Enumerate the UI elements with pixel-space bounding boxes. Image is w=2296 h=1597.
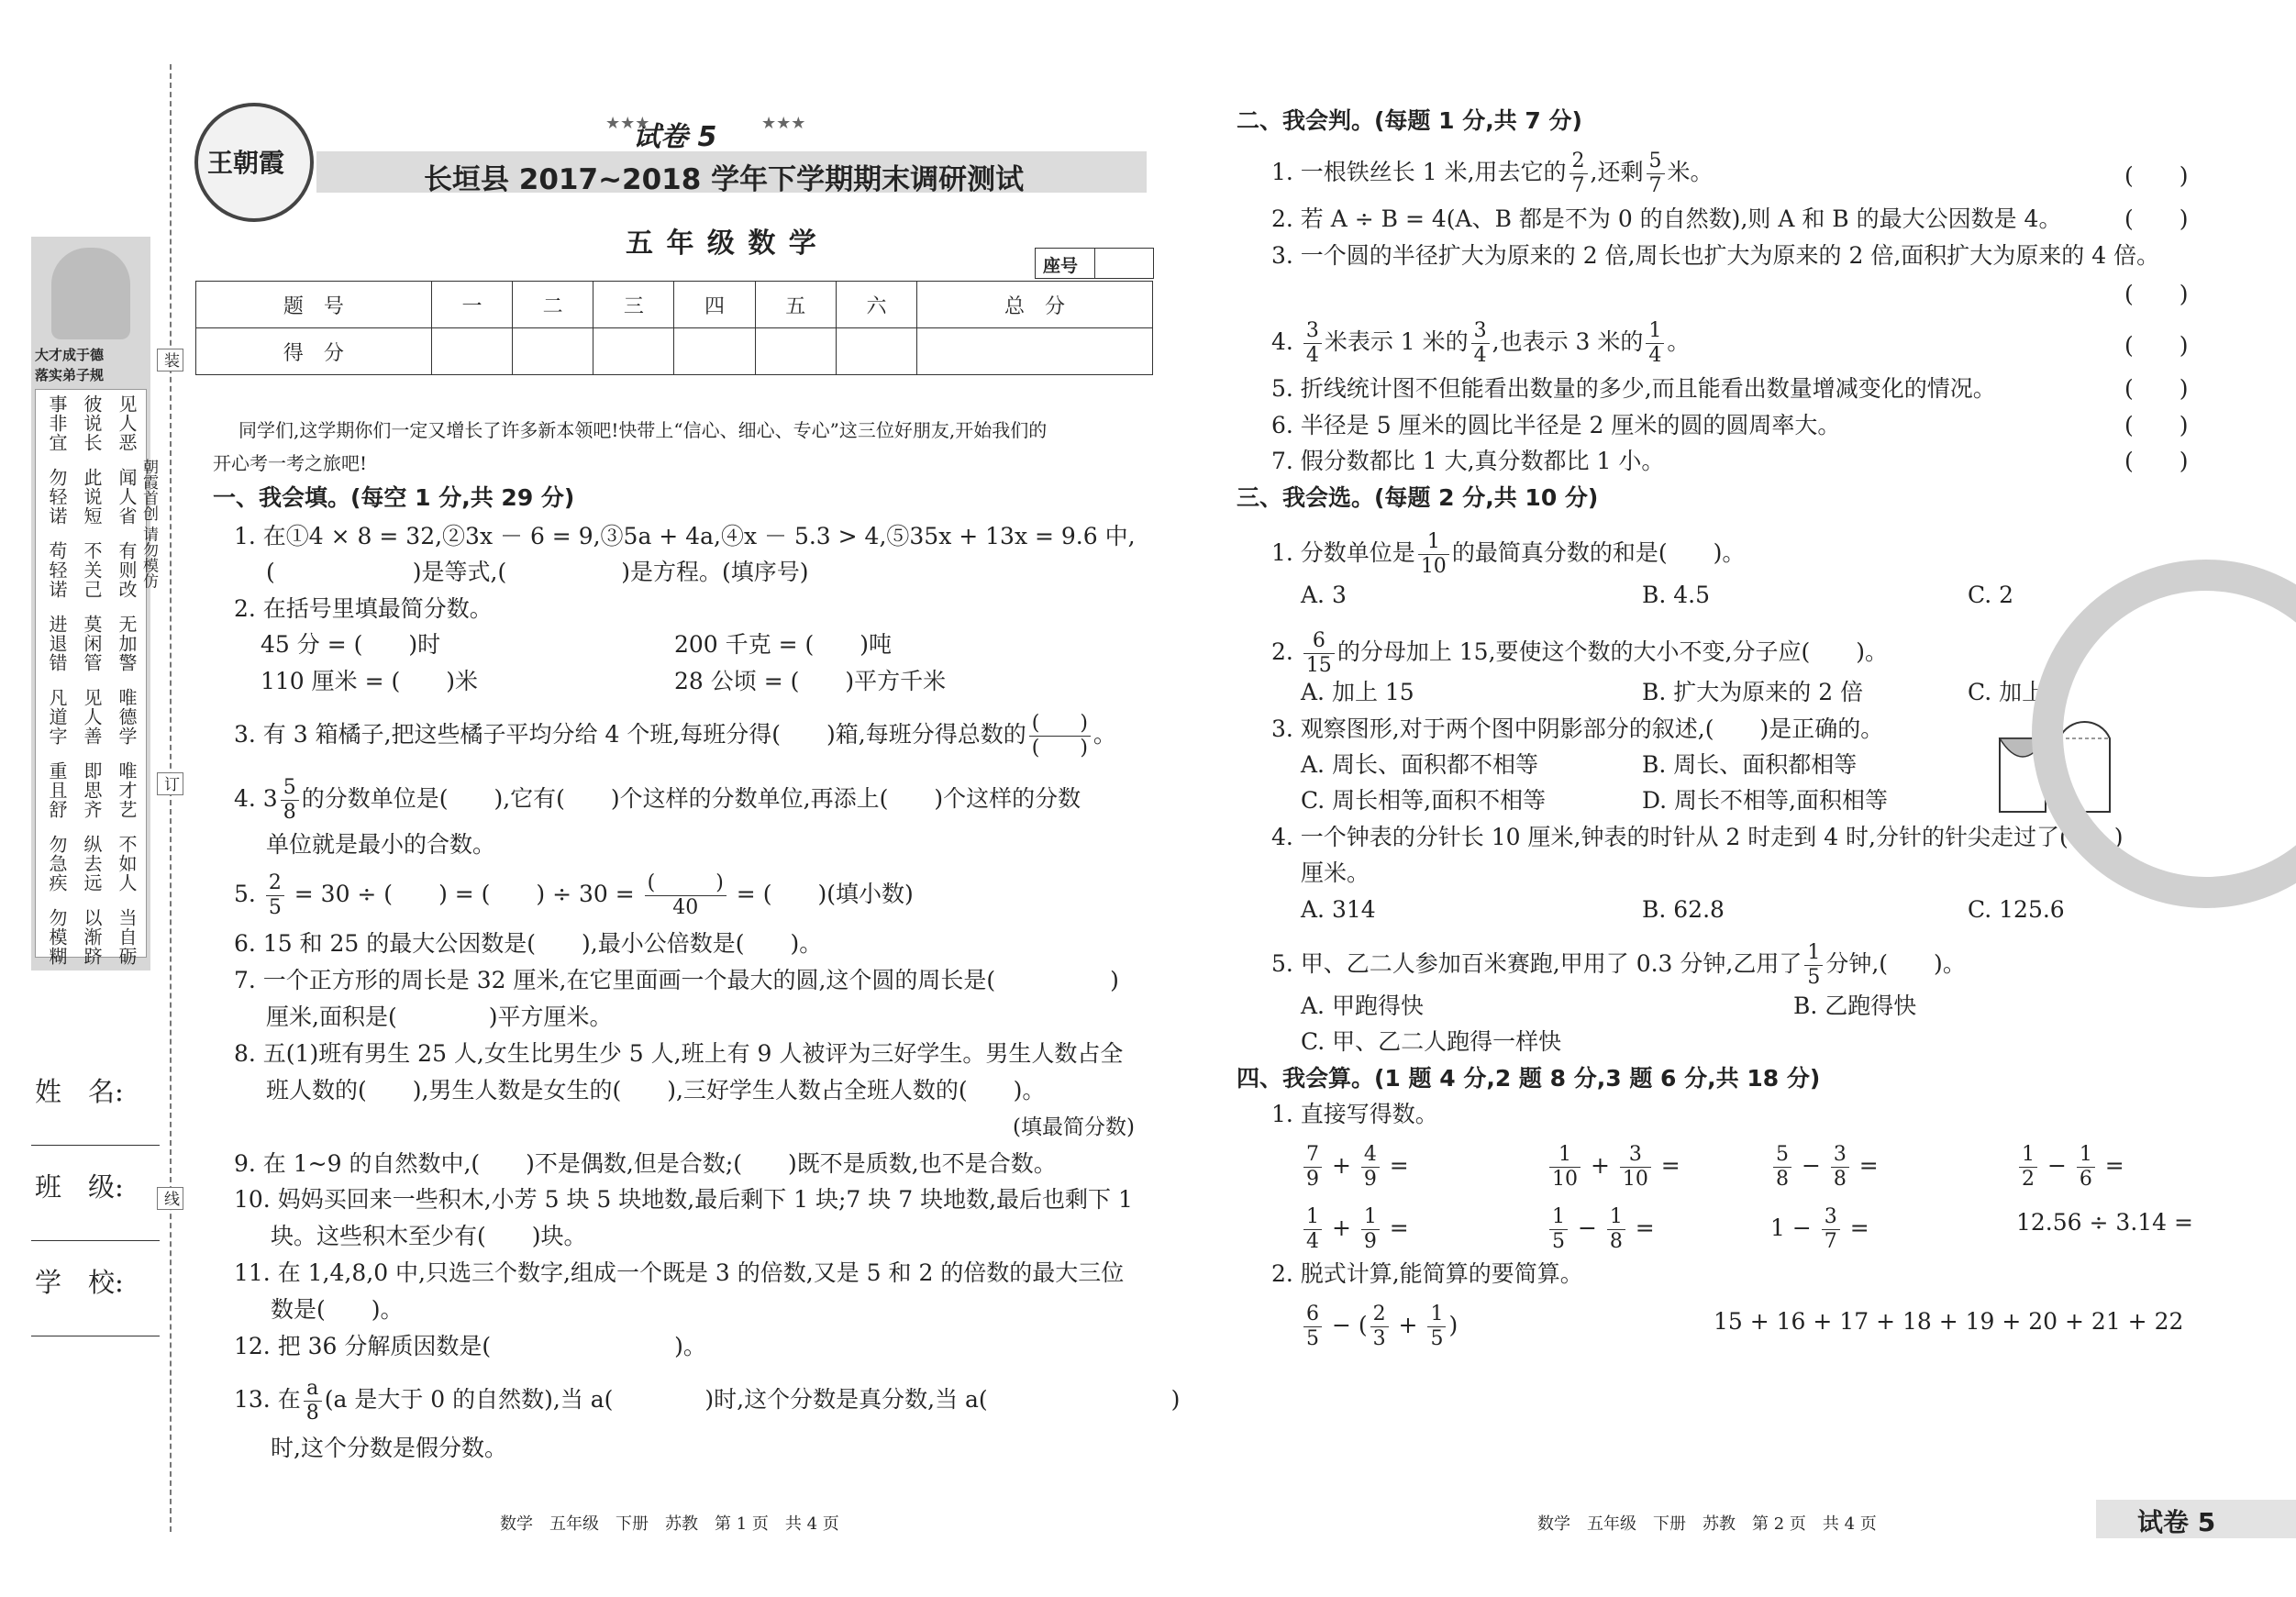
copyright-note: 朝霞首创 请勿模仿 (139, 459, 158, 589)
s1-q4-text: 的分数单位是( ),它有( )个这样的分数单位,再添上( )个这样的分数 (301, 785, 1081, 812)
fraction-1-5: $\frac{1}{5}$ (1804, 943, 1823, 988)
answer-paren[interactable]: ( ) (2124, 375, 2189, 402)
motto-phrase: 闻人省 (116, 468, 138, 526)
s3-q3: 3. 观察图形,对于两个图中阴影部分的叙述,( )是正确的。 (1271, 715, 1884, 742)
score-header-cell: 五 (755, 282, 836, 328)
s1-q7-line-2: 厘米,面积是( )平方厘米。 (266, 1004, 613, 1030)
score-header-cell: 题 号 (196, 282, 432, 328)
answer-paren[interactable]: ( ) (2124, 281, 2189, 307)
s2-q5: 5. 折线统计图不但能看出数量的多少,而且能看出数量增减变化的情况。 (1271, 375, 1996, 402)
s1-q2: 2. 在括号里填最简分数。 (234, 595, 493, 622)
footer-left: 数学 五年级 下册 苏教 第 1 页 共 4 页 (500, 1514, 839, 1534)
footer-right: 数学 五年级 下册 苏教 第 2 页 共 4 页 (1537, 1514, 1877, 1534)
score-header-cell: 总 分 (917, 282, 1153, 328)
s2-q3: 3. 一个圆的半径扩大为原来的 2 倍,周长也扩大为原来的 2 倍,面积扩大为原来的 4 倍。 (1271, 242, 2160, 269)
exam-subject: 五 年 级 数 学 (626, 227, 818, 260)
class-label: 班 级: (35, 1171, 124, 1203)
s3-q1-option-b[interactable]: B. 4.5 (1642, 582, 1711, 608)
motto-phrase: 唯才艺 (116, 761, 138, 819)
s3-q1 (1271, 532, 1745, 577)
s1-q5-tail: = ( )(填小数) (736, 881, 914, 907)
motto-phrase: 勿急疾 (46, 835, 68, 893)
s1-q9: 9. 在 1~9 的自然数中,( )不是偶数,但是合数;( )既不是质数,也不是合数。 (234, 1150, 1057, 1177)
s2-q7: 7. 假分数都比 1 大,真分数都比 1 小。 (1271, 448, 1665, 474)
s1-q5: 5. $\frac{2}{5}$ = 30 ÷ ( ) = ( ) ÷ 30 = $\frac{( )}{40}$ = ( )(填小数) (234, 871, 914, 919)
motto-phrase: 勿轻诺 (46, 468, 68, 526)
s1-q1-line-1: 1. 在①4 × 8 = 32,②3x － 6 = 9,③5a + 4a,④x － 5.3 > 4,⑤35x + 13x = 9.6 中, (234, 523, 1136, 549)
motto-phrase: 进退错 (46, 615, 68, 672)
class-field[interactable] (31, 1240, 160, 1241)
s2-q4: 4. $\frac{3}{4}$ 米表示 1 米的 $\frac{3}{4}$ ,也表示 3 米的 $\frac{1}{4}$ 。 (1271, 319, 1691, 367)
section-3-title: 三、我会选。(每题 2 分,共 10 分) (1237, 484, 1599, 511)
motto-phrase: 当自砺 (116, 908, 138, 966)
score-cell[interactable] (755, 328, 836, 375)
fraction-a-8: $\frac{a}{8}$ (304, 1379, 322, 1424)
motto-phrase: 见人恶 (116, 394, 138, 452)
answer-paren[interactable]: ( ) (2124, 205, 2189, 232)
name-field[interactable] (31, 1145, 160, 1146)
s4-q1: 1. 直接写得数。 (1271, 1101, 1438, 1127)
s3-q5-option-c[interactable]: C. 甲、乙二人跑得一样快 (1301, 1028, 1562, 1055)
s3-q3-option-a[interactable]: A. 周长、面积都不相等 (1301, 751, 1538, 778)
star-left-icon: ★★★ (605, 114, 650, 133)
s3-q4-line-1: 4. 一个钟表的分针长 10 厘米,钟表的时针从 2 时走到 4 时,分针的针尖走过了( ) (1271, 824, 2124, 850)
s3-q1-tail: 的最简真分数的和是( )。 (1451, 539, 1746, 566)
s3-q5-text: 5. 甲、乙二人参加百米赛跑,甲用了 0.3 分钟,乙用了 (1271, 950, 1802, 977)
score-row (196, 328, 1153, 375)
motto-phrase: 重且舒 (46, 761, 68, 819)
motto-phrase: 即思齐 (81, 761, 103, 819)
footer-badge: 试卷 5 (2137, 1507, 2216, 1537)
motto-phrase: 不关己 (81, 541, 103, 599)
score-header-row (196, 282, 1153, 328)
answer-paren[interactable]: ( ) (2124, 162, 2189, 189)
star-right-icon: ★★★ (761, 114, 806, 133)
section-4-title: 四、我会算。(1 题 4 分,2 题 8 分,3 题 6 分,共 18 分) (1237, 1065, 1821, 1092)
motto-phrase: 凡道字 (46, 688, 68, 746)
s2-q1: 1. 一根铁丝长 1 米,用去它的 $\frac{2}{7}$ ,还剩 $\frac{5}{7}$ 米。 (1271, 150, 1714, 197)
school-label: 学 校: (35, 1267, 124, 1298)
s3-q2-option-a[interactable]: A. 加上 15 (1301, 679, 1414, 705)
s3-q4-line-2: 厘米。 (1301, 859, 1370, 886)
calc-8: 12.56 ÷ 3.14 = (2016, 1209, 2193, 1236)
motto-phrase: 有则改 (116, 541, 138, 599)
s3-q5-option-b[interactable]: B. 乙跑得快 (1793, 993, 1917, 1019)
s3-q5 (1271, 943, 1966, 988)
s1-q8-line-2: 班人数的( ),男生人数是女生的( ),三好学生人数占全班人数的( )。 (266, 1077, 1046, 1103)
score-row-label: 得 分 (196, 328, 432, 375)
s3-q2-option-b[interactable]: B. 扩大为原来的 2 倍 (1642, 679, 1864, 705)
calc-1: $\frac{7}{9}$ + $\frac{4}{9}$ = (1301, 1145, 1409, 1190)
s4-q2: 2. 脱式计算,能简算的要简算。 (1271, 1260, 1583, 1287)
calc-2: $\frac{1}{10}$ + $\frac{3}{10}$ = (1547, 1145, 1680, 1190)
s3-q3-option-c[interactable]: C. 周长相等,面积不相等 (1301, 787, 1547, 814)
seat-label: 座号 (1043, 256, 1079, 276)
fraction-1-10: $\frac{1}{10}$ (1418, 532, 1449, 577)
paper-badge: 试卷 5 (633, 121, 717, 153)
motto-phrase: 此说短 (81, 468, 103, 526)
fraction-6-15: $\frac{6}{15}$ (1303, 631, 1335, 676)
motto-phrase: 不如人 (116, 835, 138, 893)
s1-q6: 6. 15 和 25 的最大公因数是( ),最小公倍数是( )。 (234, 930, 823, 957)
s2-q1-text: 1. 一根铁丝长 1 米,用去它的 (1271, 159, 1567, 185)
s3-q1-option-c[interactable]: C. 2 (1968, 582, 2014, 608)
watermark-seal (2032, 560, 2296, 908)
name-label: 姓 名: (35, 1076, 124, 1107)
section-2-title: 二、我会判。(每题 1 分,共 7 分) (1237, 107, 1582, 134)
calc-10: 15 + 16 + 17 + 18 + 19 + 20 + 21 + 22 (1714, 1308, 2184, 1335)
s1-q4-line-2: 单位就是最小的合数。 (266, 831, 496, 858)
intro-line-2: 开心考一考之旅吧! (213, 452, 368, 474)
s1-q10-line-2: 块。这些积木至少有( )块。 (271, 1223, 587, 1249)
s1-q3: 3. 有 3 箱橘子,把这些橘子平均分给 4 个班,每班分得( )箱,每班分得总数的 $\frac{( )}{( )}$ 。 (234, 712, 1116, 760)
scholar-figure-icon (51, 248, 130, 339)
s1-q11-line-1: 11. 在 1,4,8,0 中,只选三个数字,组成一个既是 3 的倍数,又是 5 和 2 的倍数的最大三位 (234, 1259, 1125, 1286)
score-cell[interactable] (674, 328, 755, 375)
fraction-1-4: $\frac{1}{4}$ (1646, 321, 1664, 366)
logo-text: 王朝霞 (207, 148, 285, 178)
score-cell[interactable] (513, 328, 593, 375)
s1-q8-line-1: 8. 五(1)班有男生 25 人,女生比男生少 5 人,班上有 9 人被评为三好学生。男生人数占全 (234, 1040, 1124, 1067)
s3-q2: 2. $\frac{6}{15}$ 的分母加上 15,要使这个数的大小不变,分子应( )。 (1271, 629, 1888, 677)
score-header-cell: 四 (674, 282, 755, 328)
s1-q13: 13. 在 $\frac{a}{8}$ (a 是大于 0 的自然数),当 a( )时,这个分数是真分数,当 a( ) (234, 1377, 1181, 1425)
s1-q2-b: 200 千克 = ( )吨 (674, 631, 893, 658)
cut-mark-1: 装 (157, 349, 183, 372)
s1-q5-text: = 30 ÷ ( ) = ( ) ÷ 30 = (294, 881, 635, 907)
s1-q2-d: 28 公顷 = ( )平方千米 (674, 668, 947, 694)
intro-line-1: 同学们,这学期你们一定又增长了许多新本领吧!快带上“信心、细心、专心”这三位好朋友,开始我们的 (238, 419, 1048, 441)
s3-q4-option-c[interactable]: C. 125.6 (1968, 896, 2065, 923)
s3-q5-option-a[interactable]: A. 甲跑得快 (1301, 993, 1424, 1019)
section-1-title: 一、我会填。(每空 1 分,共 29 分) (213, 484, 575, 511)
fraction-2-7: $\frac{2}{7}$ (1569, 151, 1588, 196)
fraction-3-4b: $\frac{3}{4}$ (1471, 321, 1490, 366)
cut-line (170, 64, 172, 1532)
s3-q3-option-b[interactable]: B. 周长、面积都相等 (1642, 751, 1858, 778)
score-table (195, 281, 1153, 375)
motto-phrase: 见人善 (81, 688, 103, 746)
blank-fraction: $\frac{( )}{( )}$ (1029, 714, 1091, 759)
cut-mark-2: 订 (157, 772, 183, 795)
motto-phrase: 无加警 (116, 615, 138, 672)
score-cell[interactable] (593, 328, 674, 375)
fraction-2-5: $\frac{2}{5}$ (266, 873, 284, 918)
s1-q11-line-2: 数是( )。 (271, 1296, 404, 1323)
fraction-3-4: $\frac{3}{4}$ (1303, 321, 1322, 366)
calc-5: $\frac{1}{4}$ + $\frac{1}{9}$ = (1301, 1207, 1409, 1252)
cut-mark-3: 线 (157, 1187, 183, 1210)
s3-q2-text: 的分母加上 15,要使这个数的大小不变,分子应( )。 (1337, 638, 1888, 665)
seat-box[interactable] (1035, 248, 1154, 279)
s3-q2-option-c[interactable]: C. 加上 2 (1968, 679, 2067, 705)
fraction-5-8: $\frac{5}{8}$ (281, 778, 299, 823)
motto-phrase: 勿模糊 (46, 908, 68, 966)
score-cell[interactable] (431, 328, 512, 375)
s3-q4-option-a[interactable]: A. 314 (1301, 896, 1376, 923)
motto-phrase: 以渐跻 (81, 908, 103, 966)
publisher-logo (194, 103, 314, 222)
s1-q8-note: (填最简分数) (1013, 1115, 1135, 1139)
s1-q4: 4. 3 $\frac{5}{8}$ 的分数单位是( ),它有( )个这样的分数单位,再添上( )个这样的分数 (234, 776, 1081, 824)
s3-q1-text: 1. 分数单位是 (1271, 539, 1415, 566)
answer-paren[interactable]: ( ) (2124, 412, 2189, 438)
calc-3: $\frac{5}{8}$ − $\frac{3}{8}$ = (1770, 1145, 1879, 1190)
calc-4: $\frac{1}{2}$ − $\frac{1}{6}$ = (2016, 1145, 2124, 1190)
s1-q12: 12. 把 36 分解质因数是( )。 (234, 1333, 706, 1359)
s2-q6: 6. 半径是 5 厘米的圆比半径是 2 厘米的圆的圆周率大。 (1271, 412, 1841, 438)
s3-q1-option-a[interactable]: A. 3 (1301, 582, 1347, 608)
motto-phrase: 唯德学 (116, 688, 138, 746)
s1-q10-line-1: 10. 妈妈买回来一些积木,小芳 5 块 5 块地数,最后剩下 1 块;7 块 7 块地数,最后也剩下 1 (234, 1186, 1133, 1213)
s1-q13-line-2: 时,这个分数是假分数。 (271, 1435, 507, 1461)
score-cell[interactable] (917, 328, 1153, 375)
calc-9: $\frac{6}{5}$ − ( $\frac{2}{3}$ + $\frac{1}{5}$ ) (1301, 1304, 1458, 1349)
s3-q3-option-d[interactable]: D. 周长不相等,面积相等 (1642, 787, 1888, 814)
s1-q7-line-1: 7. 一个正方形的周长是 32 厘米,在它里面画一个最大的圆,这个圆的周长是( ) (234, 967, 1119, 993)
s3-q5-tail: 分钟,( )。 (1825, 950, 1966, 977)
s1-q2-a: 45 分 = ( )时 (261, 631, 441, 658)
fraction-blank-40: $\frac{( )}{40}$ (645, 873, 727, 918)
s2-q4-text: 米表示 1 米的 (1324, 328, 1469, 355)
s1-q1-line-2: ( )是等式,( )是方程。(填序号) (266, 559, 809, 585)
motto-phrase: 纵去远 (81, 835, 103, 893)
score-header-cell: 三 (593, 282, 674, 328)
score-header-cell: 一 (431, 282, 512, 328)
motto-phrase: 莫闲管 (81, 615, 103, 672)
calc-6: $\frac{1}{5}$ − $\frac{1}{8}$ = (1547, 1207, 1655, 1252)
s1-q2-c: 110 厘米 = ( )米 (261, 668, 479, 694)
seat-divider (1094, 249, 1095, 278)
sidebar-title-1: 大才成于德 (35, 347, 105, 363)
s1-q3-text: 3. 有 3 箱橘子,把这些橘子平均分给 4 个班,每班分得( )箱,每班分得总数的 (234, 721, 1026, 748)
fraction-5-7: $\frac{5}{7}$ (1647, 151, 1665, 196)
s2-q2: 2. 若 A ÷ B = 4(A、B 都是不为 0 的自然数),则 A 和 B 的最大公因数是 4。 (1271, 205, 2062, 232)
motto-phrase: 彼说长 (81, 394, 103, 452)
s3-q4-option-b[interactable]: B. 62.8 (1642, 896, 1725, 923)
score-header-cell: 二 (513, 282, 593, 328)
score-header-cell: 六 (836, 282, 916, 328)
sidebar-title-2: 落实弟子规 (35, 367, 105, 383)
exam-title: 长垣县 2017~2018 学年下学期期末调研测试 (424, 163, 1025, 196)
calc-7: 1 − $\frac{3}{7}$ = (1770, 1205, 1869, 1253)
score-cell[interactable] (836, 328, 916, 375)
answer-paren[interactable]: ( ) (2124, 448, 2189, 474)
motto-phrase: 事非宜 (46, 394, 68, 452)
answer-paren[interactable]: ( ) (2124, 332, 2189, 359)
motto-phrase: 苟轻诺 (46, 541, 68, 599)
s1-q13-text: (a 是大于 0 的自然数),当 a( )时,这个分数是真分数,当 a( ) (324, 1386, 1181, 1413)
